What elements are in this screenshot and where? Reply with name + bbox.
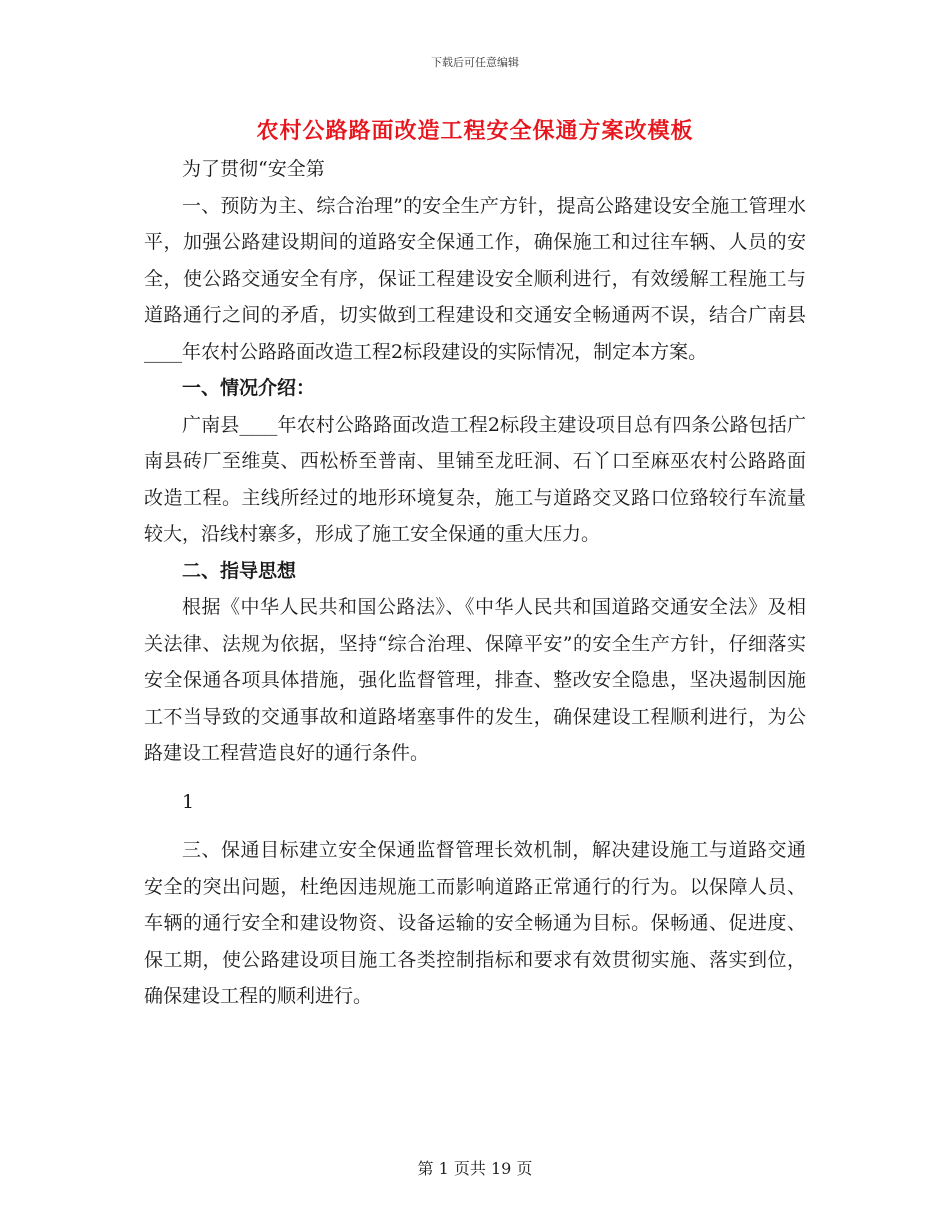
section2-paragraph: 根据《中华人民共和国公路法》、《中华人民共和国道路交通安全法》及相关法律、法规为依据，坚持“综合治理、保障平安”的安全生产方针，仔细落实安全保通各项具体措施，强化监督管理，排查、整改安全隐患，坚决遏制因施工不当导致的交通事故和道路堵塞事件的发生，确保建设工程顺利进行，为公路建设工程营造良好的通行条件。: [144, 596, 806, 764]
intro-paragraph: 一、预防为主、综合治理”的安全生产方针，提高公路建设安全施工管理水平，加强公路建设期间的道路安全保通工作，确保施工和过往车辆、人员的安全，使公路交通安全有序，保证工程建设安全顺利进行，有效缓解工程施工与道路通行之间的矛盾，切实做到工程建设和交通安全畅通两不误，结合广南县____年农村公路路面改造工程2标段建设的实际情况，制定本方案。: [144, 194, 806, 363]
document-body: [144, 151, 806, 1015]
intro-line: 为了贯彻“安全第: [182, 158, 325, 180]
section3-paragraph: 三、保通目标建立安全保通监督管理长效机制，解决建设施工与道路交通安全的突出问题，杜绝因违规施工而影响道路正常通行的行为。以保障人员、车辆的通行安全和建设物资、设备运输的安全畅通为目标。保畅通、促进度、保工期，使公路建设项目施工各类控制指标和要求有效贯彻实施、落实到位，确保建设工程的顺利进行。: [144, 839, 806, 1007]
page-header: 下载后可任意编辑: [431, 56, 519, 69]
section1-heading: 一、情况介绍：: [182, 377, 316, 399]
document-title: 农村公路路面改造工程安全保通方案改模板: [256, 118, 694, 144]
page-footer: 第 1 页共 19 页: [417, 1159, 533, 1178]
page-marker: 1: [182, 790, 195, 813]
section1-paragraph: 广南县____年农村公路路面改造工程2标段主建设项目总有四条公路包括广南县砖厂至维莫、西松桥至普南、里铺至龙旺洞、石丫口至麻巫农村公路路面改造工程。主线所经过的地形环境复杂，施工与道路交叉路口位臵较行车流量较大，沿线村寨多，形成了施工安全保通的重大压力。: [144, 413, 806, 545]
section2-heading: 二、指导思想: [182, 559, 297, 582]
